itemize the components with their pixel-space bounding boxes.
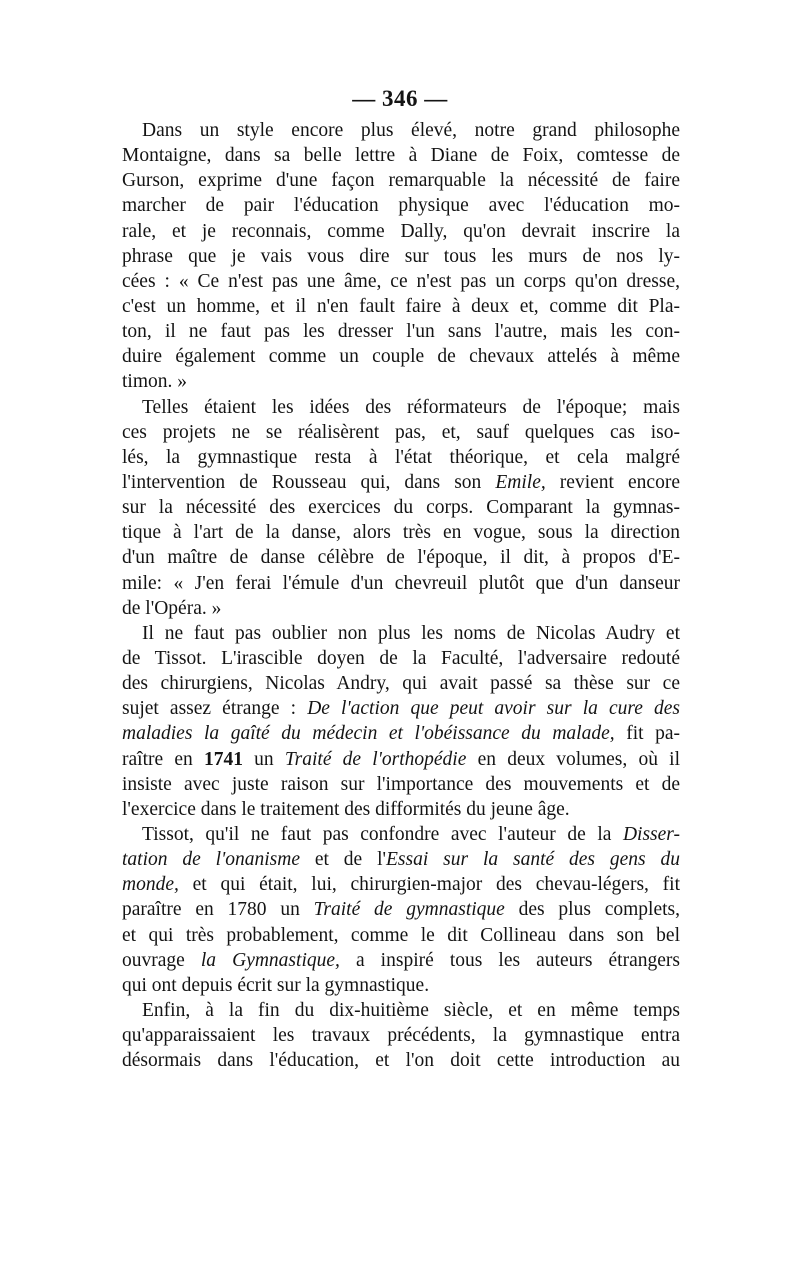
text-segment: a inspiré tous les auteurs étrangers <box>339 949 680 971</box>
page-number: — 346 — <box>352 86 448 111</box>
text-segment: l'exercice dans le traitement des difformités du jeune âge. <box>122 798 570 820</box>
text-segment: c'est un homme, et il n'en fault faire à deux et, comme dit Pla- <box>122 295 680 317</box>
text-segment: d'un maître de danse célèbre de l'époque, il dit, à propos d'E- <box>122 547 680 569</box>
text-segment: raître en <box>122 748 204 770</box>
text-line <box>122 596 680 621</box>
text-segment: mile: « J'en ferai l'émule d'un chevreuil plutôt que d'un danseur <box>122 572 680 594</box>
text-segment: rale, et je reconnais, comme Dally, qu'on devrait inscrire la <box>122 220 680 242</box>
text-segment: Gurson, exprime d'une façon remarquable la nécessité de faire <box>122 170 680 192</box>
text-segment: qui ont depuis écrit sur la gymnastique. <box>122 974 430 996</box>
text-segment: de l'Opéra. » <box>122 597 222 619</box>
text-line <box>122 219 680 244</box>
text-segment: et de l' <box>299 849 387 871</box>
text-line <box>122 797 680 822</box>
text-line <box>122 948 680 973</box>
text-segment: Dans un style encore plus élevé, notre grand philosophe <box>142 120 680 141</box>
italic-title-text: Traité de l'orthopédie <box>284 748 467 770</box>
text-line <box>122 520 680 545</box>
text-segment: cées : « Ce n'est pas une âme, ce n'est pas un corps qu'on dresse, <box>122 270 680 292</box>
italic-title-text: maladies la gaîté du médecin et l'obéissance du malade, <box>122 723 615 745</box>
text-segment: Il ne faut pas oublier non plus les noms de Nicolas Audry et <box>142 622 680 644</box>
text-segment: sujet assez étrange : <box>122 698 308 720</box>
italic-title-text: Essai sur la santé des gens du <box>386 849 680 871</box>
text-segment: lés, la gymnastique resta à l'état théorique, et cela malgré <box>122 446 680 468</box>
text-line <box>122 621 680 646</box>
text-line <box>122 847 680 872</box>
italic-title-text: Disser- <box>622 823 680 845</box>
text-line <box>122 973 680 998</box>
text-line <box>122 696 680 721</box>
text-line <box>122 772 680 797</box>
text-line <box>122 420 680 445</box>
text-segment: Tissot, qu'il ne faut pas confondre avec l'auteur de la <box>142 823 623 845</box>
text-segment: de Tissot. L'irascible doyen de la Faculté, l'adversaire redouté <box>122 647 680 669</box>
italic-title-text: la Gymnastique, <box>200 949 340 971</box>
text-line <box>122 923 680 948</box>
text-line <box>122 1023 680 1048</box>
text-line <box>122 369 680 394</box>
text-segment: ton, il ne faut pas les dresser l'un sans l'autre, mais les con- <box>122 321 680 343</box>
text-segment: ces projets ne se réalisèrent pas, et, sauf quelques cas iso- <box>122 421 680 443</box>
italic-title-text: monde, <box>122 874 179 896</box>
text-line <box>122 193 680 218</box>
text-line <box>122 344 680 369</box>
text-segment: Enfin, à la fin du dix-huitième siècle, et en même temps <box>142 999 680 1021</box>
text-line <box>122 269 680 294</box>
italic-title-text: Emile, <box>495 471 546 493</box>
text-segment: qu'apparaissaient les travaux précédents, la gymnastique entra <box>122 1025 680 1047</box>
text-line <box>122 646 680 671</box>
text-line <box>122 319 680 344</box>
text-line <box>122 747 680 772</box>
text-line <box>122 671 680 696</box>
text-line <box>122 545 680 570</box>
text-segment: l'intervention de Rousseau qui, dans son <box>122 471 496 493</box>
text-segment: un <box>242 748 285 770</box>
text-segment: insiste avec juste raison sur l'importance des mouvements et de <box>122 773 680 795</box>
text-segment: et qui était, lui, chirurgien-major des chevau-légers, fit <box>178 874 680 896</box>
text-line <box>122 143 680 168</box>
text-segment: duire également comme un couple de chevaux attelés à même <box>122 346 680 368</box>
body-text <box>122 118 680 1073</box>
text-line <box>122 470 680 495</box>
text-segment: sur la nécessité des exercices du corps. Comparant la gymnas- <box>122 497 680 519</box>
text-line <box>122 395 680 420</box>
text-segment: timon. » <box>122 371 188 393</box>
text-segment: paraître en 1780 un <box>122 899 314 921</box>
text-segment: phrase que je vais vous dire sur tous les murs de nos ly- <box>122 245 680 267</box>
text-line <box>122 872 680 897</box>
text-line <box>122 495 680 520</box>
text-line <box>122 998 680 1023</box>
text-segment: en deux volumes, où il <box>466 748 681 770</box>
text-segment: et qui très probablement, comme le dit Collineau dans son bel <box>122 924 680 946</box>
text-segment: ouvrage <box>122 949 201 971</box>
text-segment: Montaigne, dans sa belle lettre à Diane de Foix, comtesse de <box>122 145 680 167</box>
text-segment: Telles étaient les idées des réformateurs de l'époque; mais <box>142 396 680 418</box>
text-line <box>122 897 680 922</box>
text-line <box>122 822 680 847</box>
text-line <box>122 721 680 746</box>
italic-title-text: tation de l'onanisme <box>122 849 300 871</box>
text-line <box>122 118 680 143</box>
italic-title-text: De l'action que peut avoir sur la cure des <box>307 698 680 720</box>
italic-title-text: Traité de gymnastique <box>313 899 505 921</box>
text-segment: marcher de pair l'éducation physique avec l'éducation mo- <box>122 195 680 217</box>
text-segment: fit pa- <box>614 723 680 745</box>
text-line <box>122 294 680 319</box>
text-line <box>122 445 680 470</box>
text-segment: 1741 <box>203 748 243 770</box>
text-segment: des chirurgiens, Nicolas Andry, qui avait passé sa thèse sur ce <box>122 673 680 695</box>
text-line <box>122 244 680 269</box>
text-segment: tique à l'art de la danse, alors très en vogue, sous la direction <box>122 522 680 544</box>
text-line <box>122 1048 680 1073</box>
text-segment: des plus complets, <box>504 899 680 921</box>
text-line <box>122 571 680 596</box>
text-segment: désormais dans l'éducation, et l'on doit cette introduction au <box>122 1050 680 1072</box>
text-line <box>122 168 680 193</box>
text-segment: revient encore <box>545 471 680 493</box>
